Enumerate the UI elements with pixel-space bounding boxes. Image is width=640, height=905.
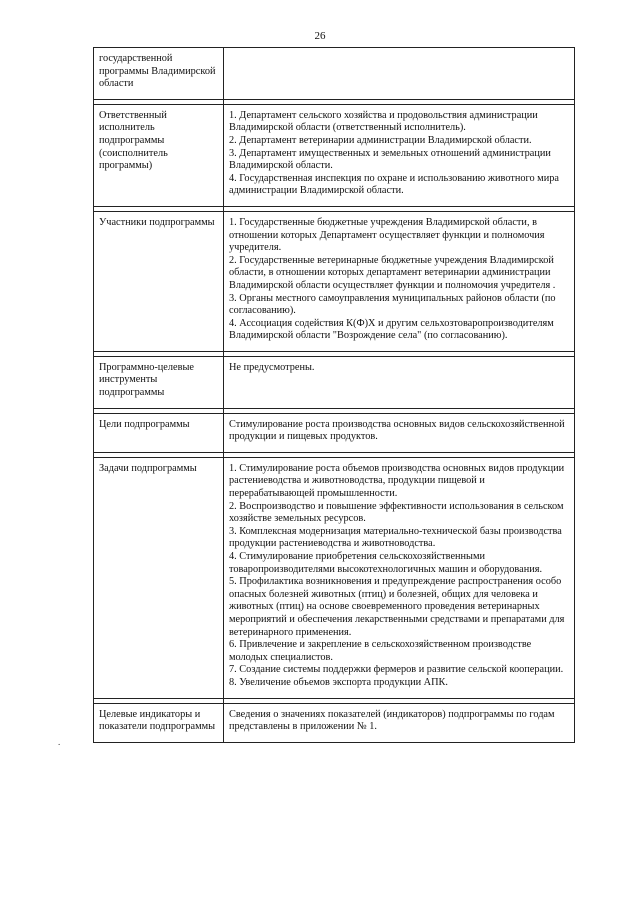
list-item: Не предусмотрены. [229,361,315,373]
row-label: Задачи подпрограммы [94,457,224,698]
row-content [224,48,575,100]
list-item: 8. Увеличение объемов экспорта продукции АПК. [229,676,448,688]
stray-mark: . [58,737,61,747]
passport-table [93,47,575,743]
row-content [224,413,575,452]
list-item: 1. Департамент сельского хозяйства и продовольствия администрации Владимирской области (ответственный исполнитель). [229,109,538,134]
row-content [224,457,575,698]
list-item: 4. Государственная инспекция по охране и использованию животного мира администрации Владимирской области. [229,172,559,197]
list-item: Стимулирование роста производства основных видов сельскохозяйственной продукции и пищевых продуктов. [229,418,565,443]
row-content [224,211,575,351]
list-item: 1. Государственные бюджетные учреждения Владимирской области, в отношении которых Департамент осуществляет функции и полномочия учредителя. [229,216,545,254]
row-label: Ответственный исполнитель подпрограммы (соисполнитель программы) [94,104,224,206]
row-label: Программно-целевые инструменты подпрограммы [94,356,224,408]
row-content [224,104,575,206]
table-row [94,457,575,698]
list-item: 2. Государственные ветеринарные бюджетные учреждения Владимирской области, в отношении которых департамент ветеринарии администрации Владимирской области осуществляет функции и полномочия учредителя . [229,254,556,291]
page-number: 26 [314,30,326,42]
row-label: государственной программы Владимирской области [94,48,224,100]
list-item: 2. Воспроизводство и повышение эффективности использования в сельском хозяйстве земельных ресурсов. [229,500,564,525]
row-label: Целевые индикаторы и показатели подпрограммы [94,703,224,742]
list-item: 2. Департамент ветеринарии администрации Владимирской области. [229,134,532,146]
table-row [94,703,575,742]
list-item: Сведения о значениях показателей (индикаторов) подпрограммы по годам представлены в приложении № 1. [229,708,555,733]
list-item: 4. Ассоциация содействия К(Ф)Х и другим сельхозтоваропроизводителям Владимирской области "Возрождение села" (по согласованию). [229,317,554,342]
list-item: 3. Департамент имущественных и земельных отношений администрации Владимирской области. [229,147,551,172]
row-label: Цели подпрограммы [94,413,224,452]
list-item: 7. Создание системы поддержки фермеров и развитие сельской кооперации. [229,664,564,676]
list-item: 3. Комплексная модернизация материально-технической базы производства продукции растениеводства и животноводства. [229,525,562,550]
list-item: 1. Стимулирование роста объемов производства основных видов продукции растениеводства и животноводства, продукции пищевой и перерабатывающей промышленности. [229,462,565,500]
row-label: Участники подпрограммы [94,211,224,351]
table-row [94,413,575,452]
list-item: 6. Привлечение и закрепление в сельскохозяйственном производстве молодых специалистов. [229,639,532,663]
table-row [94,356,575,408]
list-item: 3. Органы местного самоуправления муниципальных районов области (по согласованию). [229,292,556,317]
list-item: 5. Профилактика возникновения и предупреждение распространения особо опасных болезней животных (птиц) и болезней, общих для человека и животных (птиц) на основе своевременного проведения ветеринарных мероприятий и обеспечения лекарственными средствами и препаратами для ветеринарного применения. [229,576,565,638]
row-content [224,703,575,742]
table-row [94,48,575,100]
table-row [94,104,575,206]
list-item: 4. Стимулирование приобретения сельскохозяйственными товаропроизводителями высокотехнологичных машин и оборудования. [229,551,543,575]
row-content [224,356,575,408]
table-row [94,211,575,351]
